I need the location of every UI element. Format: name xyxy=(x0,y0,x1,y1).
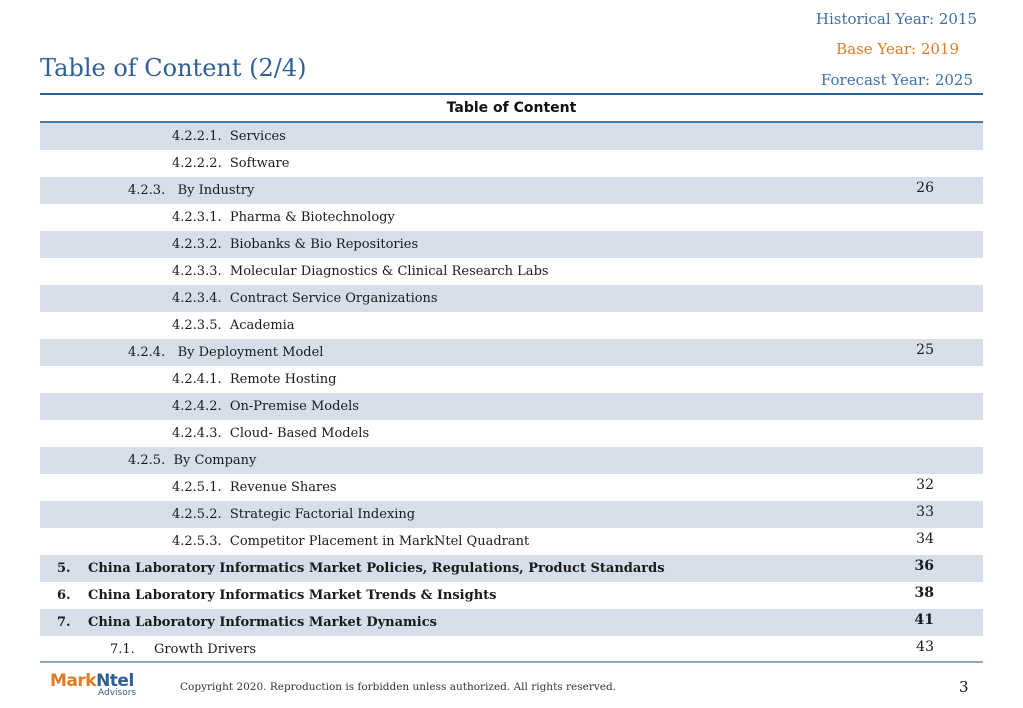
toc-row xyxy=(40,150,983,177)
toc-row-number: 7.1. xyxy=(110,642,135,657)
toc-rows xyxy=(40,123,983,663)
toc-row xyxy=(40,393,983,420)
toc-row-label: 4.2.5.1. Revenue Shares xyxy=(172,480,337,495)
toc-row-label: Growth Drivers xyxy=(154,642,257,657)
header-divider xyxy=(40,93,983,95)
toc-row-label: 4.2.4. By Deployment Model xyxy=(128,345,324,360)
toc-row xyxy=(40,339,983,366)
toc-row-label: 4.2.2.2. Software xyxy=(172,156,290,171)
toc-row-number: 5. xyxy=(57,561,71,576)
toc-table xyxy=(40,96,983,663)
toc-row xyxy=(40,528,983,555)
toc-row-page: 26 xyxy=(916,180,934,196)
toc-row xyxy=(40,609,983,636)
page-number: 3 xyxy=(959,678,969,696)
toc-row-label: 4.2.5.3. Competitor Placement in MarkNtel Quadrant xyxy=(172,534,530,549)
toc-row xyxy=(40,501,983,528)
toc-row-label: 4.2.3.2. Biobanks & Bio Repositories xyxy=(172,237,419,252)
toc-row-page: 43 xyxy=(916,639,934,655)
toc-row xyxy=(40,258,983,285)
toc-row-page: 41 xyxy=(914,612,934,628)
toc-row-page: 34 xyxy=(916,531,934,547)
toc-row-label: 4.2.3.1. Pharma & Biotechnology xyxy=(172,210,395,225)
toc-row-label: 4.2.2.1. Services xyxy=(172,129,286,144)
toc-row-label: 4.2.4.2. On-Premise Models xyxy=(172,399,359,414)
toc-row xyxy=(40,447,983,474)
toc-row xyxy=(40,636,983,663)
toc-row-label: 4.2.3.4. Contract Service Organizations xyxy=(172,291,438,306)
toc-heading: Table of Content xyxy=(40,96,983,123)
base-year: Base Year: 2019 xyxy=(836,40,959,58)
toc-row xyxy=(40,474,983,501)
toc-row-page: 25 xyxy=(916,342,934,358)
footer-divider xyxy=(40,661,983,663)
toc-row-label: 4.2.3.3. Molecular Diagnostics & Clinical Research Labs xyxy=(172,264,549,279)
toc-row xyxy=(40,123,983,150)
toc-row-page: 36 xyxy=(914,558,934,574)
toc-row-label: 4.2.4.1. Remote Hosting xyxy=(172,372,337,387)
markntel-logo xyxy=(50,671,136,698)
toc-row-label: China Laboratory Informatics Market Trends & Insights xyxy=(88,588,497,603)
toc-row xyxy=(40,420,983,447)
toc-row-number: 6. xyxy=(57,588,71,603)
toc-row xyxy=(40,555,983,582)
toc-row-label: China Laboratory Informatics Market Dynamics xyxy=(88,615,437,630)
logo-mark: Mark xyxy=(50,671,97,691)
logo-ntel: Ntel xyxy=(96,671,134,691)
toc-row xyxy=(40,204,983,231)
toc-row-label: 4.2.5.2. Strategic Factorial Indexing xyxy=(172,507,416,522)
toc-row-label: 4.2.3.5. Academia xyxy=(172,318,295,333)
toc-row xyxy=(40,177,983,204)
toc-row-page: 32 xyxy=(916,477,934,493)
toc-row-label: China Laboratory Informatics Market Policies, Regulations, Product Standards xyxy=(88,561,665,576)
forecast-year: Forecast Year: 2025 xyxy=(820,71,973,89)
toc-row xyxy=(40,582,983,609)
toc-row-label: 4.2.3. By Industry xyxy=(128,183,255,198)
toc-row xyxy=(40,312,983,339)
toc-row xyxy=(40,231,983,258)
toc-row-label: 4.2.4.3. Cloud- Based Models xyxy=(172,426,370,441)
historical-year: Historical Year: 2015 xyxy=(815,10,977,28)
toc-row-label: 4.2.5. By Company xyxy=(128,453,257,468)
toc-row-page: 38 xyxy=(914,585,934,601)
toc-row xyxy=(40,285,983,312)
logo-subtitle: Advisors xyxy=(98,688,137,698)
page-title: Table of Content (2/4) xyxy=(40,54,307,82)
toc-row-page: 33 xyxy=(916,504,934,520)
copyright-text: Copyright 2020. Reproduction is forbidden unless authorized. All rights reserved. xyxy=(180,681,617,693)
toc-row-number: 7. xyxy=(57,615,71,630)
toc-row xyxy=(40,366,983,393)
